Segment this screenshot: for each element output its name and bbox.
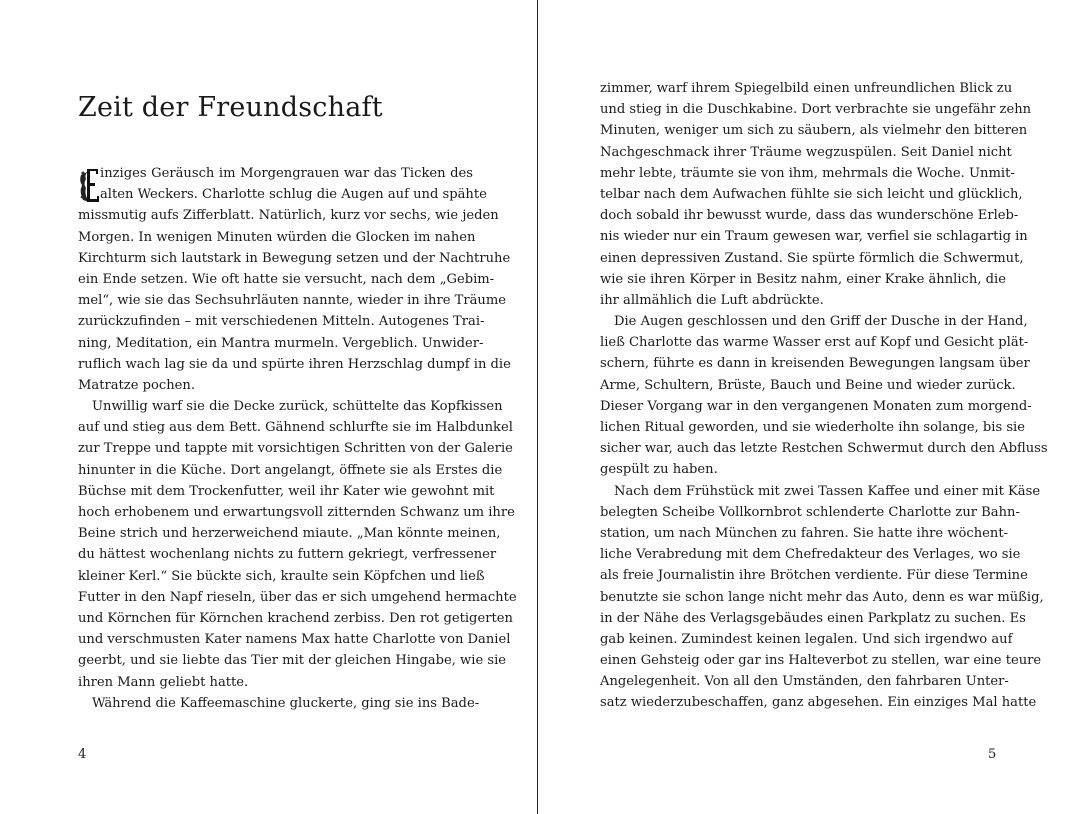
text-line: zur Treppe und tappte mit vorsichtigen Schritten von der Galerie — [78, 441, 513, 457]
drop-cap-letter: E — [80, 185, 83, 189]
right-page-body — [600, 78, 1048, 714]
text-line: belegten Scheibe Vollkornbrot schlenderte Charlotte zur Bahn- — [600, 504, 1020, 520]
text-line: Arme, Schultern, Brüste, Bauch und Beine und wieder zurück. — [600, 377, 1016, 393]
text-line: Büchse mit dem Trockenfutter, weil ihr Kater wie gewohnt mit — [78, 483, 495, 499]
text-line: ruflich wach lag sie da und spürte ihren Herzschlag dumpf in die — [78, 356, 511, 372]
text-line: zimmer, warf ihrem Spiegelbild einen unfreundlichen Blick zu — [600, 81, 1013, 96]
text-line: doch sobald ihr bewusst wurde, dass das wunderschöne Erleb- — [600, 208, 1019, 224]
text-line: benutzte sie schon lange nicht mehr das Auto, denn es war müßig, — [600, 589, 1044, 605]
text-line: in der Nähe des Verlagsgebäudes einen Parkplatz zu suchen. Es — [600, 610, 1026, 626]
text-line: und stieg in die Duschkabine. Dort verbrachte sie ungefähr zehn — [600, 102, 1032, 118]
text-line: Die Augen geschlossen und den Griff der Dusche in der Hand, — [614, 314, 1028, 330]
text-line: ein Ende setzen. Wie oft hatte sie versucht, nach dem „Gebim- — [78, 271, 495, 287]
text-line: Beine strich und herzerweichend miaute. „Man könnte meinen, — [78, 526, 501, 542]
text-line: Morgen. In wenigen Minuten würden die Glocken im nahen — [78, 229, 476, 245]
text-line: telbar nach dem Aufwachen fühlte sie sich leicht und glücklich, — [600, 186, 1023, 202]
text-line: hinunter in die Küche. Dort angelangt, öffnete sie als Erstes die — [78, 462, 503, 478]
text-line: ließ Charlotte das warme Wasser erst auf Kopf und Gesicht plät- — [600, 335, 1029, 351]
text-line: zurückzufinden – mit verschiedenen Mitteln. Autogenes Trai- — [78, 314, 485, 330]
text-line: ihr allmählich die Luft abdrückte. — [600, 292, 824, 308]
text-line: wie sie ihren Körper in Besitz nahm, einer Krake ähnlich, die — [600, 271, 1006, 287]
text-line: nis wieder nur ein Traum gewesen war, verfiel sie schlagartig in — [600, 229, 1028, 245]
text-line: kleiner Kerl.“ Sie bückte sich, kraulte sein Köpfchen und ließ — [78, 568, 485, 584]
text-line: Minuten, weniger um sich zu säubern, als vielmehr den bitteren — [600, 123, 1028, 139]
text-line: geerbt, und sie liebte das Tier mit der gleichen Hingabe, wie sie — [78, 653, 507, 669]
text-line: satz wiederzubeschaffen, ganz abgesehen. Ein einziges Mal hatte — [600, 695, 1037, 711]
text-line: alten Weckers. Charlotte schlug die Augen auf und spähte — [100, 187, 487, 203]
text-line: ihren Mann geliebt hatte. — [78, 674, 249, 690]
text-line: missmutig aufs Zifferblatt. Natürlich, kurz vor sechs, wie jeden — [78, 208, 499, 224]
text-line: station, um nach München zu fahren. Sie hatte ihre wöchent- — [600, 525, 1009, 541]
text-line: Kirchturm sich lautstark in Bewegung setzen und der Nachtruhe — [78, 250, 511, 266]
text-line: Nachgeschmack ihrer Träume wegzuspülen. Seit Daniel nicht — [600, 144, 1012, 160]
text-line: schern, führte es dann in kreisenden Bewegungen langsam über — [600, 356, 1030, 372]
text-line: Während die Kaffeemaschine gluckerte, ging sie ins Bade- — [92, 695, 480, 711]
text-line: mel“, wie sie das Sechsuhrläuten nannte, wieder in ihre Träume — [78, 293, 507, 309]
text-line: gab keinen. Zumindest keinen legalen. Und sich irgendwo auf — [600, 631, 1013, 647]
text-line: einen depressiven Zustand. Sie spürte förmlich die Schwermut, — [600, 250, 1024, 266]
text-line: Matratze pochen. — [78, 377, 195, 393]
text-line: einen Gehsteig oder gar ins Halteverbot zu stellen, war eine teure — [600, 653, 1042, 669]
left-page-body — [78, 163, 517, 714]
text-line: gespült zu haben. — [600, 462, 718, 478]
text-line: du hättest wochenlang nichts zu futtern gekriegt, verfressener — [78, 547, 497, 563]
chapter-title: Zeit der Freundschaft — [78, 92, 383, 123]
text-line: ning, Meditation, ein Mantra murmeln. Vergeblich. Unwider- — [78, 335, 484, 351]
text-line: Dieser Vorgang war in den vergangenen Monaten zum morgend- — [600, 398, 1032, 414]
text-line: mehr lebte, träumte sie von ihm, mehrmals die Woche. Unmit- — [600, 165, 1015, 181]
text-line: inziges Geräusch im Morgengrauen war das Ticken des — [100, 166, 473, 181]
text-line: Angelegenheit. Von all den Umständen, den fahrbaren Unter- — [600, 674, 1009, 690]
text-line: lichen Ritual geworden, und sie wiederholte ihn solange, bis sie — [600, 420, 1025, 435]
page-number-right: 5 — [988, 747, 997, 762]
text-line: auf und stieg aus dem Bett. Gähnend schlurfte sie im Halbdunkel — [78, 420, 513, 436]
text-line: und verschmusten Kater namens Max hatte Charlotte von Daniel — [78, 632, 511, 648]
text-line: Nach dem Frühstück mit zwei Tassen Kaffee und einer mit Käse — [614, 483, 1041, 499]
text-line: liche Verabredung mit dem Chefredakteur des Verlages, wo sie — [600, 547, 1021, 563]
text-line: sicher war, auch das letzte Restchen Schwermut durch den Abfluss — [600, 441, 1048, 457]
text-line: hoch erhobenem und erwartungsvoll zitternden Schwanz um ihre — [78, 505, 515, 520]
text-line: Futter in den Napf rieseln, über das er sich umgehend hermachte — [78, 589, 517, 605]
text-line: und Körnchen für Körnchen krachend zerbiss. Den rot getigerten — [78, 610, 513, 626]
text-line: als freie Journalistin ihre Brötchen verdiente. Für diese Termine — [600, 568, 1028, 584]
text-line: Unwillig warf sie die Decke zurück, schüttelte das Kopfkissen — [92, 399, 503, 415]
page-number-left: 4 — [78, 747, 87, 762]
